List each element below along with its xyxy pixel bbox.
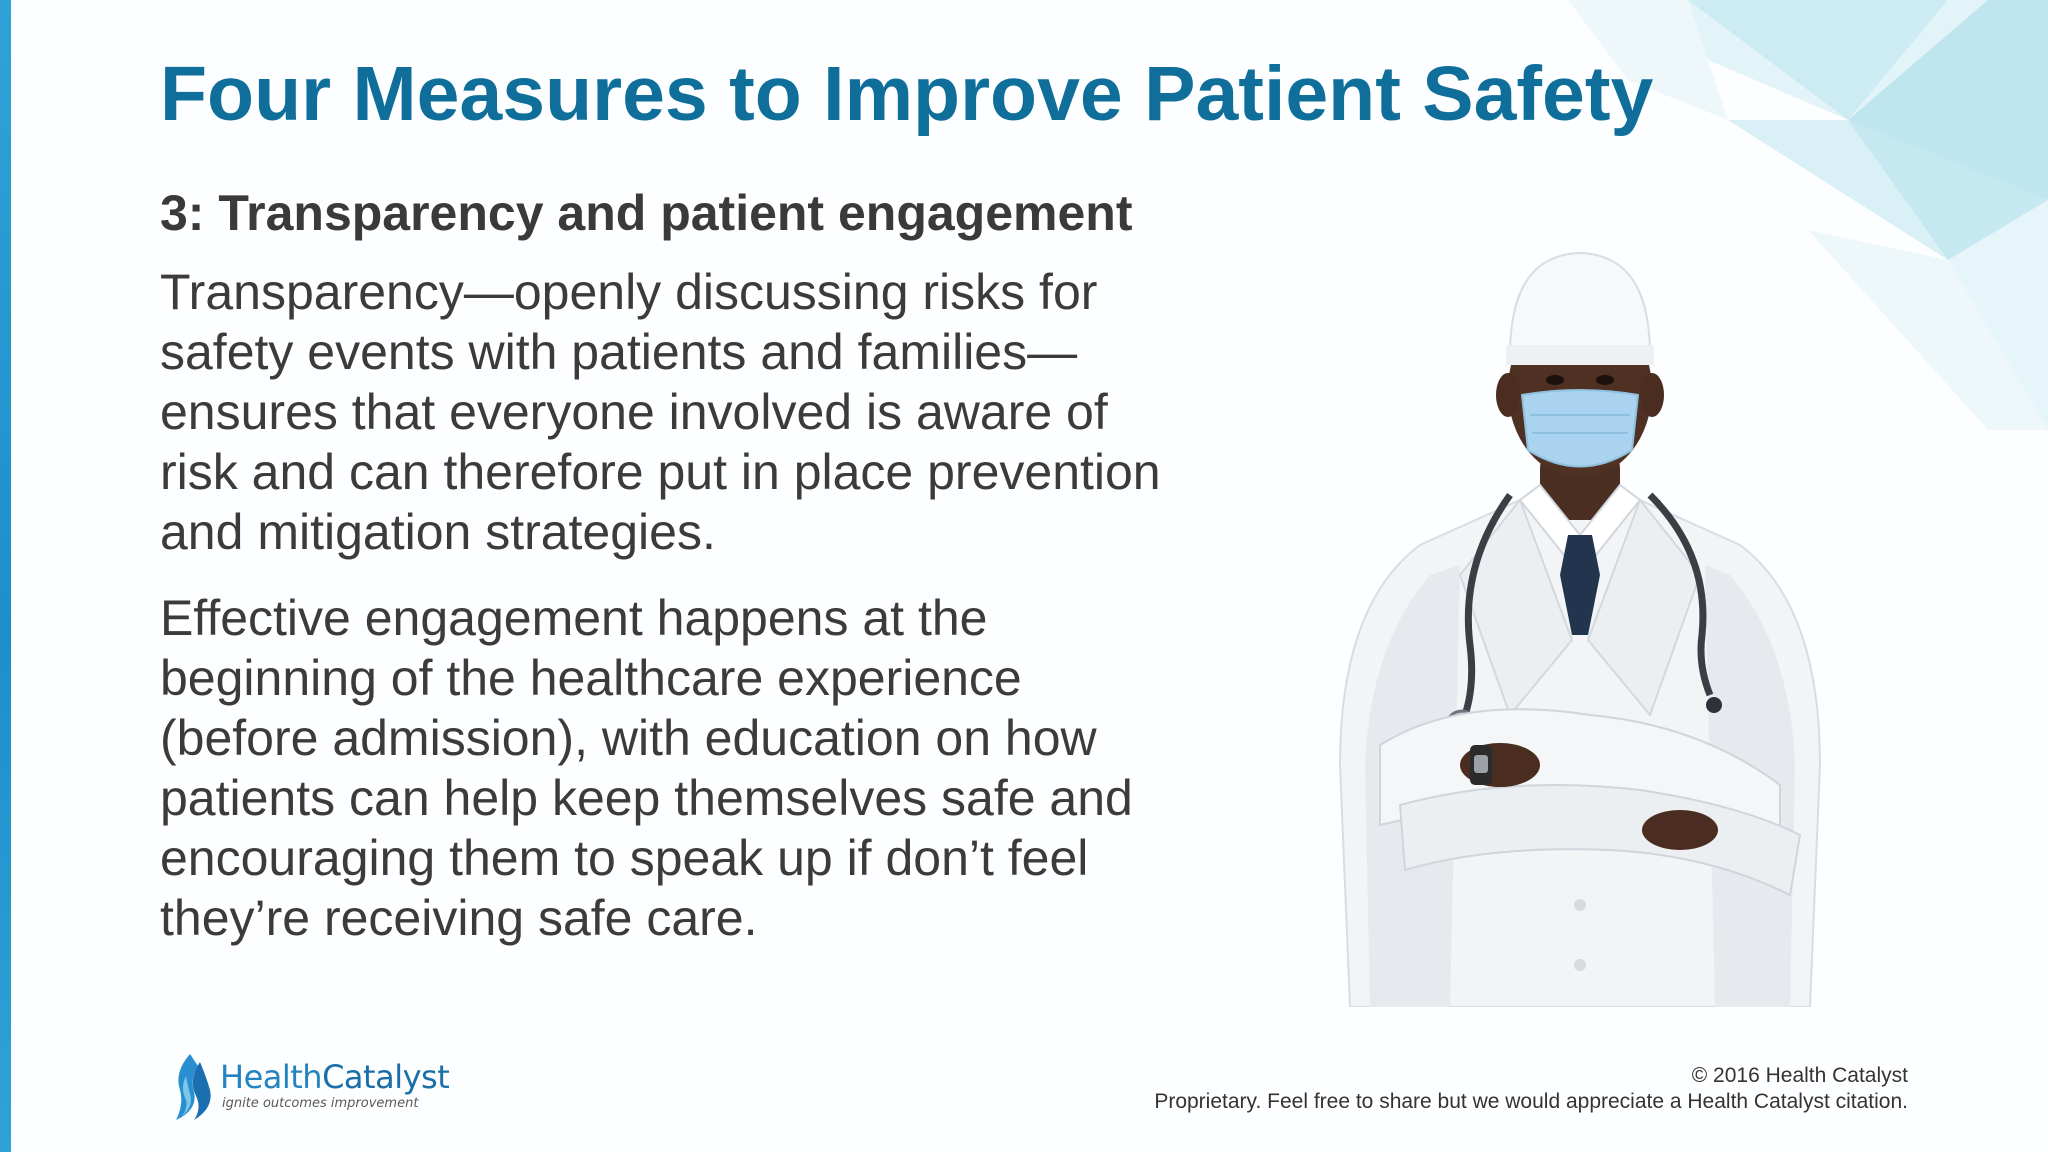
footer-copyright: © 2016 Health Catalyst [1691, 1064, 1908, 1087]
slide-subtitle: 3: Transparency and patient engagement [160, 185, 1133, 241]
logo-tagline: ignite outcomes improvement [222, 1096, 419, 1111]
slide-title: Four Measures to Improve Patient Safety [160, 51, 1654, 137]
left-accent-bar [0, 0, 11, 1152]
health-catalyst-logo [168, 1052, 468, 1122]
paragraph-engagement: Effective engagement happens at the beginning of the healthcare experience (before admission), with education on how patients can help keep themselves safe and encouraging them to speak up if don’t feel they’re receiving safe care. [160, 590, 1133, 946]
doctor-photo [1310, 245, 1850, 1007]
logo-word-health: Health [220, 1058, 323, 1096]
flame-logo-icon [168, 1052, 216, 1122]
footer-notice: Proprietary. Feel free to share but we would appreciate a Health Catalyst citation. [1154, 1090, 1908, 1113]
footer-text [1154, 1063, 1908, 1115]
paragraph-transparency: Transparency—openly discussing risks for safety events with patients and families— ensures that everyone involved is aware of risk and can therefore put in place prevention and mitigation strategies. [160, 264, 1161, 560]
logo-word-catalyst: Catalyst [322, 1058, 450, 1096]
logo-wordmark [220, 1058, 449, 1096]
